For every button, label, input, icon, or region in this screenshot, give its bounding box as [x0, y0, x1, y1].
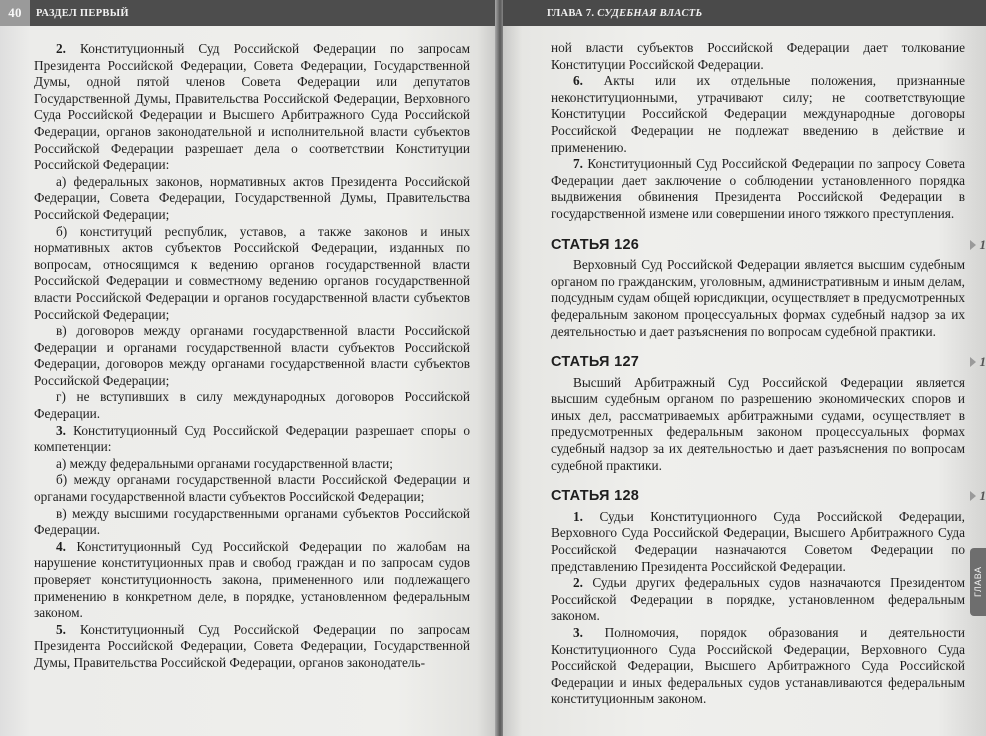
- clause-text: Акты или их отдельные положения, признанные неконституционными, утрачивают силу; не соответствующие Конституции Российской Федерации международные договоры Российской Федерации не подлежат введению в действие и применению.: [551, 73, 965, 155]
- clause-number: 3.: [56, 422, 66, 438]
- clause-number: 4.: [56, 538, 66, 554]
- clause-text: Конституционный Суд Российской Федерации по запросам Президента Российской Федерации, Совета Федерации, Государственной Думы, Правительства Российской Федерации, органов законодатель-: [34, 621, 470, 670]
- article-heading: СТАТЬЯ 128: [551, 488, 640, 505]
- clause-text: в) договоров между органами государственной власти Российской Федерации и органами государственной власти субъектов Российской Федерации, договоров между органами государственной власти субъектов Российской Федерации;: [34, 323, 470, 388]
- right-page-text: [551, 40, 965, 708]
- paragraph: [34, 389, 470, 422]
- margin-marker: 1: [972, 354, 986, 370]
- right-page: [503, 0, 986, 736]
- right-page-header: [503, 0, 986, 26]
- paragraph: [34, 539, 470, 622]
- article-heading: СТАТЬЯ 126: [551, 236, 640, 253]
- clause-number: 7.: [573, 156, 583, 172]
- paragraph: [34, 456, 470, 473]
- clause-text: Конституционный Суд Российской Федерации по запросу Совета Федерации дает заключение о соблюдении установленного порядка выдвижения обвинения Президента Российской Федерации в государственной измене или совершении иного тяжкого преступления.: [551, 156, 965, 221]
- article-heading: СТАТЬЯ 127: [551, 354, 640, 371]
- paragraph: [551, 257, 965, 340]
- paragraph: [551, 375, 965, 475]
- clause-text: б) между органами государственной власти Российской Федерации и органами государственной власти субъектов Российской Федерации;: [34, 472, 470, 505]
- clause-number: 2.: [56, 41, 66, 56]
- clause-text: а) федеральных законов, нормативных актов Президента Российской Федерации, Совета Федерации, Государственной Думы, Правительства Российской Федерации;: [34, 173, 470, 222]
- clause-text: Верховный Суд Российской Федерации является высшим судебным органом по гражданским, уголовным, административным и иным делам, подсудным судам общей юрисдикции, осуществляет в предусмотренных федеральным законом процессуальных формах судебный надзор за их деятельностью и дает разъяснения по вопросам судебной практики.: [551, 257, 965, 339]
- paragraph: [551, 575, 965, 625]
- paragraph: [551, 40, 965, 73]
- paragraph: [551, 73, 965, 156]
- clause-text: Судьи других федеральных судов назначаются Президентом Российской Федерации в порядке, установленном федеральным законом.: [551, 575, 965, 624]
- clause-text: Судьи Конституционного Суда Российской Федерации, Верховного Суда Российской Федерации, Высшего Арбитражного Суда Российской Федерации назначаются Советом Федерации по представлению Президента Российской Федерации.: [551, 508, 965, 574]
- paragraph: [34, 423, 470, 456]
- clause-text: а) между федеральными органами государственной власти;: [56, 455, 393, 471]
- section-title: РАЗДЕЛ ПЕРВЫЙ: [36, 7, 129, 19]
- clause-text: Конституционный Суд Российской Федерации разрешает споры о компетенции:: [34, 422, 470, 455]
- clause-number: 6.: [573, 73, 583, 89]
- clause-text: Конституционный Суд Российской Федерации по жалобам на нарушение конституционных прав и свобод граждан и по запросам судов проверяет конституционность закона, примененного или подлежащего применению в конкретном деле, в порядке, установленном федеральным законом.: [34, 538, 470, 621]
- paragraph: [34, 323, 470, 389]
- clause-number: 2.: [573, 575, 583, 591]
- paragraph: [34, 622, 470, 672]
- paragraph: [34, 472, 470, 505]
- clause-text: б) конституций республик, уставов, а также законов и иных нормативных актов субъектов Российской Федерации, изданных по вопросам, относящимся к ведению органов государственной власти Российской Федерации и совместному ведению органов государственной власти Российской Федерации и органов государственной власти субъектов Российской Федерации;: [34, 223, 470, 322]
- chapter-name: СУДЕБНАЯ ВЛАСТЬ: [597, 7, 703, 19]
- clause-text: г) не вступивших в силу международных договоров Российской Федерации.: [34, 389, 470, 422]
- clause-text: Конституционный Суд Российской Федерации по запросам Президента Российской Федерации, Совета Федерации, Государственной Думы, одной пятой членов Совета Федерации или депутатов Государственной Думы, Правительства Российской Федерации, Верховного Суда Российской Федерации и Высшего Арбитражного Суда Российской Федерации, органов законодательной и исполнительной власти субъектов Российской Федерации разрешает дела о соответствии Конституции Российской Федерации:: [34, 41, 470, 173]
- clause-text: Полномочия, порядок образования и деятельности Конституционного Суда Российской Федерации, Верховного Суда Российской Федерации, Высшего Арбитражного Суда Российской Федерации и иных федеральных судов устанавливаются федеральным конституционным законом.: [551, 625, 965, 707]
- left-page-header: [0, 0, 497, 26]
- clause-text: в) между высшими государственными органами субъектов Российской Федерации.: [34, 505, 470, 538]
- clause-number: 3.: [573, 625, 583, 640]
- paragraph: [551, 156, 965, 222]
- page-number: 40: [8, 5, 22, 20]
- chapter-title: [503, 8, 702, 19]
- clause-text: ной власти субъектов Российской Федерации дает толкование Конституции Российской Федерации.: [551, 40, 965, 72]
- paragraph: [551, 509, 965, 575]
- left-page-text: [34, 41, 470, 672]
- chapter-side-tab: ГЛАВА: [970, 548, 986, 616]
- clause-number: 5.: [56, 621, 66, 637]
- clause-text: Высший Арбитражный Суд Российской Федерации является высшим судебным органом по разрешению экономических споров и иных дел, рассматриваемых арбитражными судами, осуществляет в предусмотренных федеральным законом процессуальных формах судебный надзор за их деятельностью и дает разъяснения по вопросам судебной практики.: [551, 374, 965, 473]
- paragraph: [34, 506, 470, 539]
- chapter-prefix: ГЛАВА 7.: [547, 7, 595, 19]
- margin-marker: 1: [972, 237, 986, 253]
- clause-number: 1.: [573, 508, 583, 524]
- margin-marker: 1: [972, 488, 986, 504]
- paragraph: [34, 41, 470, 174]
- paragraph: [34, 174, 470, 224]
- paragraph: [551, 625, 965, 708]
- paragraph: [34, 224, 470, 324]
